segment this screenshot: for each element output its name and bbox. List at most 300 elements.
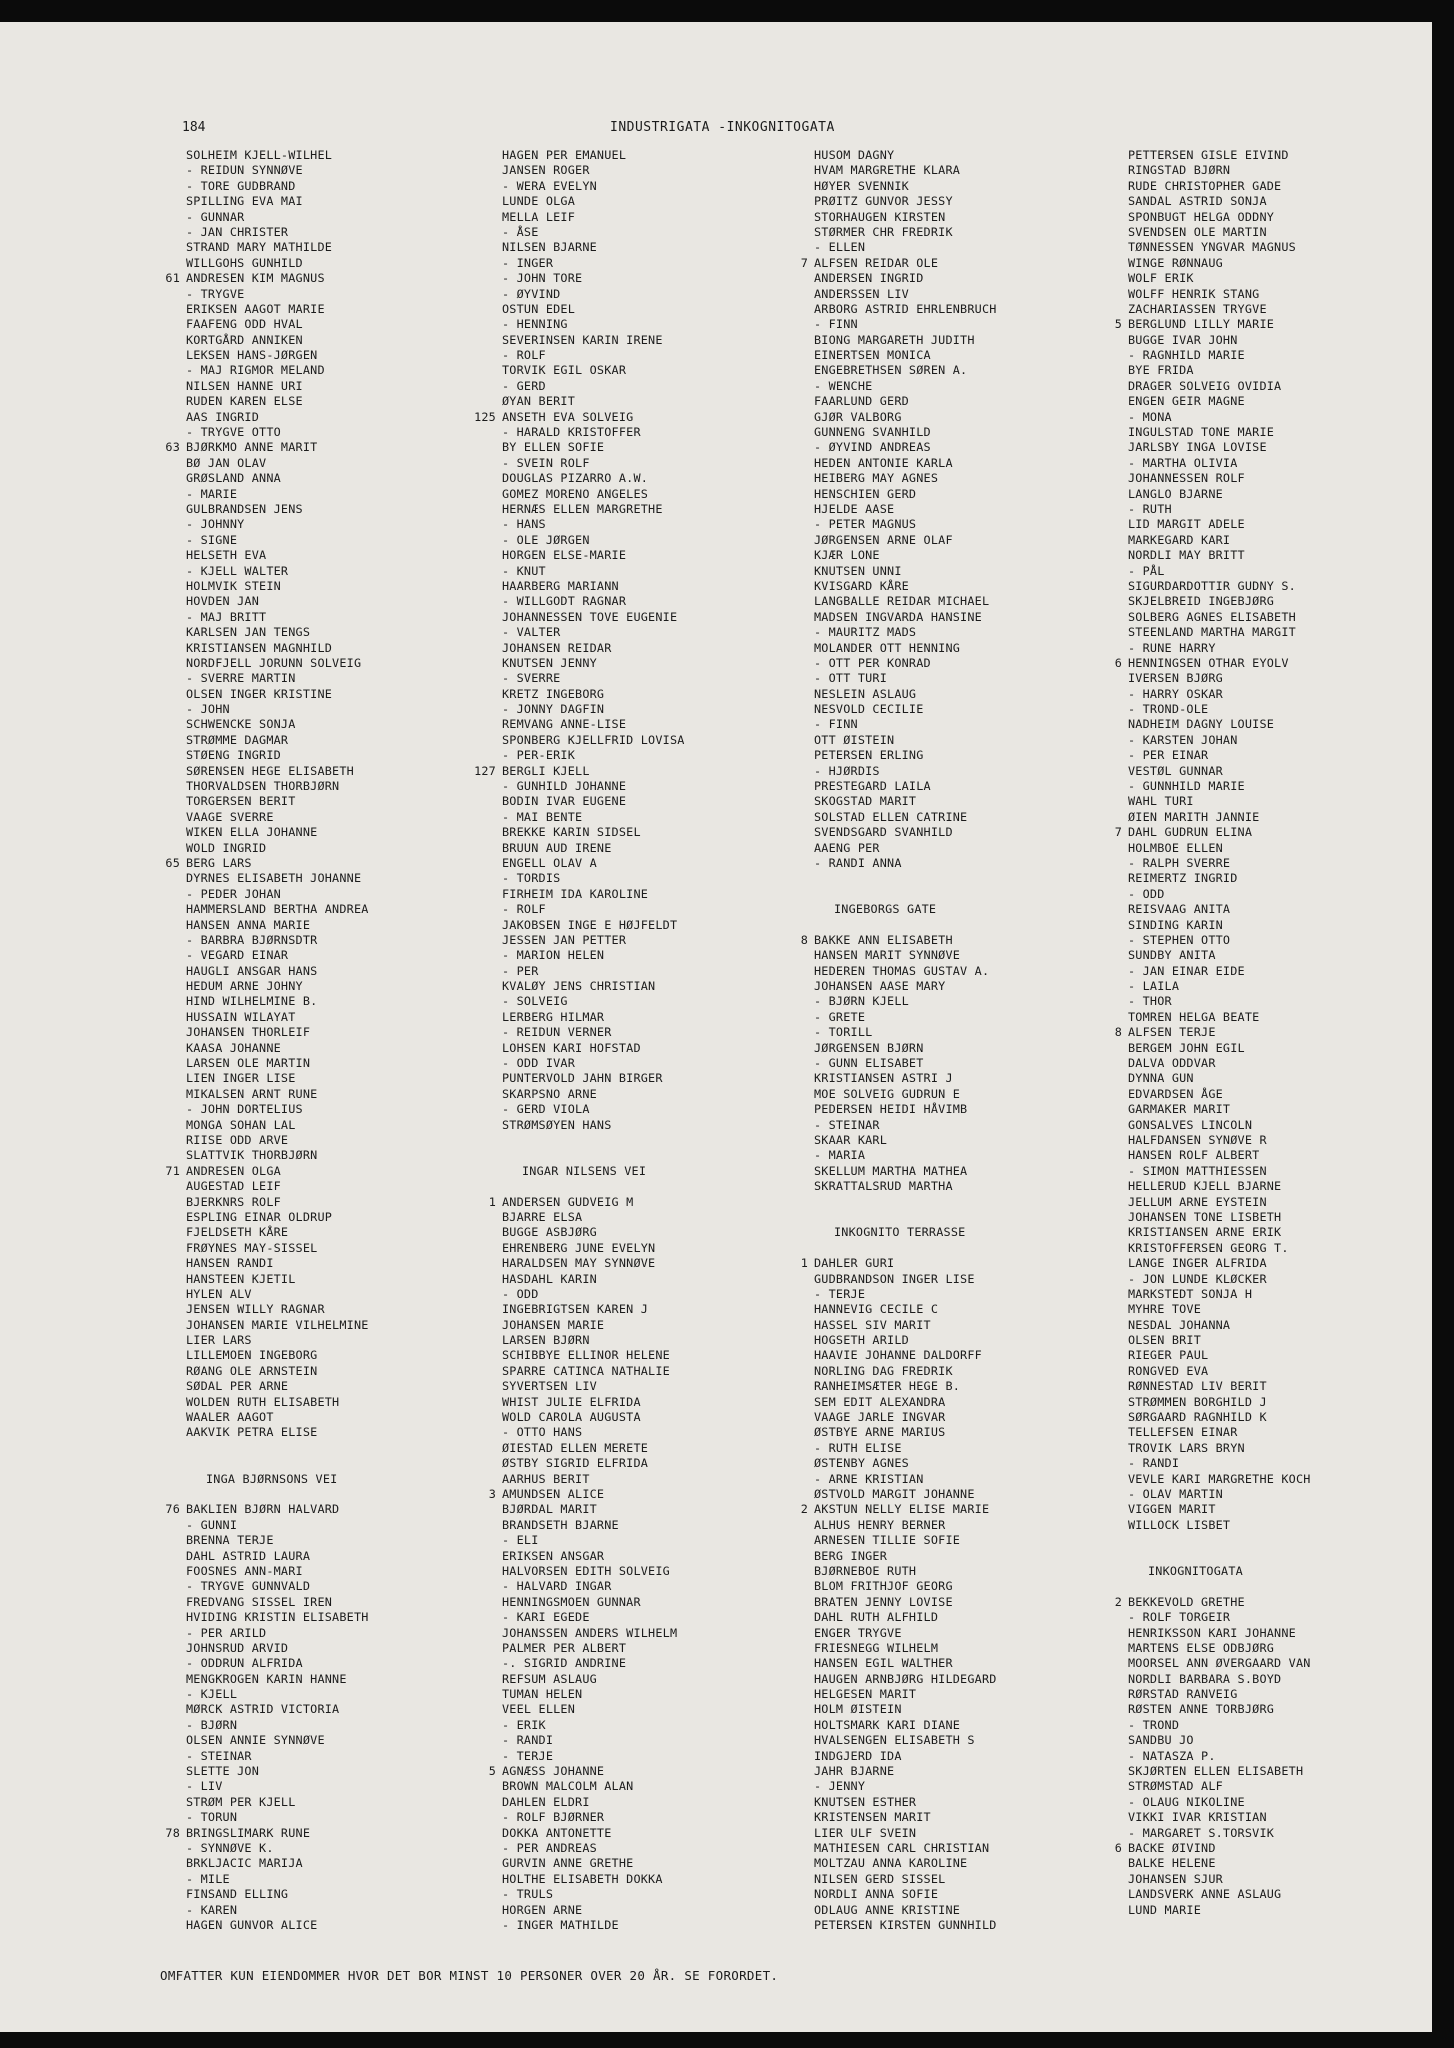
- resident-name: HAARBERG MARIANN: [502, 578, 619, 593]
- resident-name: MOLANDER OTT HENNING: [814, 640, 961, 655]
- resident-entry: [1128, 225, 1454, 240]
- resident-entry: [502, 733, 832, 748]
- resident-entry: [502, 487, 832, 502]
- resident-name: JOHANSEN TONE LISBETH: [1128, 1209, 1282, 1224]
- resident-name: MENGKROGEN KARIN HANNE: [186, 1671, 347, 1686]
- resident-name: - BJØRN KJELL: [814, 994, 909, 1009]
- spacer: [186, 1456, 516, 1471]
- resident-entry: [186, 410, 516, 425]
- resident-name: ERIKSEN AAGOT MARIE: [186, 301, 325, 316]
- resident-entry: [1128, 1179, 1454, 1194]
- resident-entry: [186, 1672, 516, 1687]
- resident-name: BEKKEVOLD GRETHE: [1128, 1594, 1245, 1609]
- resident-entry: [1128, 1487, 1454, 1502]
- resident-entry: [186, 1795, 516, 1810]
- resident-name: ØSTBYE ARNE MARIUS: [814, 1425, 946, 1440]
- resident-entry: [814, 517, 1144, 532]
- resident-entry: [800, 1256, 1144, 1271]
- resident-name: RINGSTAD BJØRN: [1128, 163, 1231, 178]
- resident-name: - TORDIS: [502, 871, 561, 886]
- resident-name: WOLFF HENRIK STANG: [1128, 286, 1260, 301]
- resident-entry: [814, 1641, 1144, 1656]
- resident-name: - TRYGVE: [186, 286, 245, 301]
- resident-entry: [1128, 1872, 1454, 1887]
- resident-name: - GUNN ELISABET: [814, 1056, 924, 1071]
- resident-entry: [1128, 702, 1454, 717]
- house-number: 8: [1114, 1025, 1122, 1040]
- resident-name: JOHANSEN MARIE VILHELMINE: [186, 1317, 369, 1332]
- resident-entry: [1128, 425, 1454, 440]
- resident-entry: [502, 348, 832, 363]
- resident-name: MIKALSEN ARNT RUNE: [186, 1086, 318, 1101]
- resident-name: MOE SOLVEIG GUDRUN E: [814, 1086, 961, 1101]
- resident-entry: [502, 179, 832, 194]
- resident-name: - OTT PER KONRAD: [814, 655, 931, 670]
- resident-name: - TORILL: [814, 1025, 873, 1040]
- resident-entry: [1128, 1795, 1454, 1810]
- resident-name: HUSSAIN WILAYAT: [186, 1009, 296, 1024]
- resident-entry: [1128, 333, 1454, 348]
- resident-name: - MAJ BRITT: [186, 609, 267, 624]
- house-number: 2: [800, 1502, 808, 1517]
- resident-entry: [502, 1441, 832, 1456]
- resident-name: SANDBU JO: [1128, 1733, 1194, 1748]
- resident-name: HIND WILHELMINE B.: [186, 994, 318, 1009]
- resident-entry: [814, 794, 1144, 809]
- resident-entry: [186, 1010, 516, 1025]
- resident-entry: [502, 1010, 832, 1025]
- resident-name: PETERSEN KIRSTEN GUNNHILD: [814, 1917, 997, 1932]
- resident-entry: [502, 1348, 832, 1363]
- resident-entry: [502, 979, 832, 994]
- resident-name: HERNÆS ELLEN MARGRETHE: [502, 501, 663, 516]
- resident-name: - KJELL WALTER: [186, 563, 289, 578]
- resident-entry: [800, 932, 1144, 948]
- spacer: [186, 1487, 516, 1502]
- page-footer: OMFATTER KUN EIENDOMMER HVOR DET BOR MINST 10 PERSONER OVER 20 ÅR. SE FORORDET.: [160, 1968, 779, 1983]
- resident-entry: [1128, 240, 1454, 255]
- resident-entry: [1128, 1118, 1454, 1133]
- resident-name: TORVIK EGIL OSKAR: [502, 363, 627, 378]
- resident-entry: [1114, 1840, 1454, 1856]
- resident-name: SKOGSTAD MARIT: [814, 794, 917, 809]
- resident-name: KVISGARD KÅRE: [814, 578, 909, 593]
- resident-entry: [1128, 1287, 1454, 1302]
- resident-entry: [502, 1826, 832, 1841]
- resident-name: BODIN IVAR EUGENE: [502, 794, 627, 809]
- resident-name: SINDING KARIN: [1128, 917, 1223, 932]
- resident-entry: [1128, 1225, 1454, 1240]
- resident-name: FREDVANG SISSEL IREN: [186, 1594, 333, 1609]
- resident-name: - MAJ RIGMOR MELAND: [186, 363, 325, 378]
- resident-entry: [502, 1225, 832, 1240]
- resident-entry: [814, 1287, 1144, 1302]
- resident-entry: [1128, 1333, 1454, 1348]
- resident-name: LARSEN OLE MARTIN: [186, 1056, 311, 1071]
- resident-entry: [186, 487, 516, 502]
- resident-name: HAGEN PER EMANUEL: [502, 148, 627, 162]
- resident-entry: [186, 871, 516, 886]
- resident-name: - JENNY: [814, 1779, 866, 1794]
- resident-name: INGEBRIGTSEN KAREN J: [502, 1302, 649, 1317]
- resident-name: - OTTO HANS: [502, 1425, 583, 1440]
- resident-entry: [1128, 671, 1454, 686]
- resident-name: - RUTH ELISE: [814, 1440, 902, 1455]
- resident-entry: [1128, 379, 1454, 394]
- resident-entry: [186, 610, 516, 625]
- resident-entry: [1128, 1456, 1454, 1471]
- resident-name: - JAN EINAR EIDE: [1128, 963, 1245, 978]
- resident-entry: [186, 948, 516, 963]
- resident-name: - TROND: [1128, 1717, 1180, 1732]
- resident-name: HENNINGSMOEN GUNNAR: [502, 1594, 641, 1609]
- resident-entry: [502, 1118, 832, 1133]
- resident-name: HOLTHE ELISABETH DOKKA: [502, 1871, 663, 1886]
- resident-entry: [186, 594, 516, 609]
- resident-name: - TORE GUDBRAND: [186, 178, 296, 193]
- resident-name: GURVIN ANNE GRETHE: [502, 1856, 634, 1871]
- resident-name: TOMREN HELGA BEATE: [1128, 1009, 1260, 1024]
- resident-entry: [186, 1056, 516, 1071]
- resident-name: - OLAUG NIKOLINE: [1128, 1794, 1245, 1809]
- resident-entry: [186, 348, 516, 363]
- resident-name: LANGBALLE REIDAR MICHAEL: [814, 594, 990, 609]
- resident-name: DOKKA ANTONETTE: [502, 1825, 612, 1840]
- resident-entry: [502, 1302, 832, 1317]
- resident-name: HASSEL SIV MARIT: [814, 1317, 931, 1332]
- resident-name: MARKEGARD KARI: [1128, 532, 1231, 547]
- resident-entry: [186, 579, 516, 594]
- resident-entry: [186, 1256, 516, 1271]
- resident-entry: [1128, 1241, 1454, 1256]
- resident-name: ARBORG ASTRID EHRLENBRUCH: [814, 301, 997, 316]
- resident-name: HAAVIE JOHANNE DALDORFF: [814, 1348, 982, 1363]
- resident-name: HUSOM DAGNY: [814, 148, 895, 162]
- resident-entry: [814, 179, 1144, 194]
- resident-entry: [814, 1579, 1144, 1594]
- resident-name: - WENCHE: [814, 378, 873, 393]
- house-number: 7: [800, 255, 808, 270]
- resident-entry: [814, 394, 1144, 409]
- resident-entry: [502, 625, 832, 640]
- house-number: 3: [488, 1486, 496, 1501]
- resident-entry: [814, 1102, 1144, 1117]
- resident-name: - KAREN: [186, 1902, 238, 1917]
- house-number: 6: [1114, 655, 1122, 670]
- resident-entry: [186, 794, 516, 809]
- resident-entry: [814, 594, 1144, 609]
- resident-entry: [502, 1025, 832, 1040]
- resident-entry: [165, 1825, 516, 1841]
- resident-entry: [186, 302, 516, 317]
- resident-entry: [814, 1087, 1144, 1102]
- resident-name: - OLAV MARTIN: [1128, 1486, 1223, 1501]
- page-header: INDUSTRIGATA -INKOGNITOGATA: [610, 120, 835, 135]
- resident-entry: [186, 1749, 516, 1764]
- resident-name: - KARI EGEDE: [502, 1610, 590, 1625]
- resident-entry: [814, 717, 1144, 732]
- resident-entry: [502, 1318, 832, 1333]
- resident-entry: [186, 1379, 516, 1394]
- resident-entry: [814, 687, 1144, 702]
- resident-name: - HALVARD INGAR: [502, 1579, 612, 1594]
- resident-entry: [186, 641, 516, 656]
- resident-entry: [165, 440, 516, 455]
- resident-entry: [502, 1410, 832, 1425]
- resident-name: BIONG MARGARETH JUDITH: [814, 332, 975, 347]
- resident-name: NORDLI MAY BRITT: [1128, 548, 1245, 563]
- spacer: [814, 871, 1144, 886]
- resident-entry: [502, 1102, 832, 1117]
- resident-entry: [1128, 794, 1454, 809]
- resident-name: TUMAN HELEN: [502, 1687, 583, 1702]
- resident-entry: [1128, 456, 1454, 471]
- resident-name: - ELLEN: [814, 240, 866, 255]
- resident-entry: [1128, 856, 1454, 871]
- resident-name: - PÅL: [1128, 563, 1165, 578]
- resident-entry: [1128, 1133, 1454, 1148]
- resident-entry: [474, 409, 832, 425]
- resident-entry: [1128, 440, 1454, 455]
- resident-entry: [502, 717, 832, 732]
- resident-entry: [814, 348, 1144, 363]
- resident-entry: [1128, 1148, 1454, 1163]
- resident-entry: [186, 363, 516, 378]
- resident-name: SKAAR KARL: [814, 1133, 888, 1147]
- house-number: 125: [474, 409, 496, 424]
- resident-name: NORDLI ANNA SOFIE: [814, 1887, 939, 1902]
- resident-name: HAUGLI ANSGAR HANS: [186, 963, 318, 978]
- resident-entry: [814, 379, 1144, 394]
- resident-entry: [1128, 148, 1454, 163]
- resident-entry: [502, 1749, 832, 1764]
- resident-name: HOLM ØISTEIN: [814, 1702, 902, 1717]
- resident-entry: [502, 1425, 832, 1440]
- resident-name: SOLHEIM KJELL-WILHEL: [186, 148, 333, 162]
- resident-entry: [814, 964, 1144, 979]
- resident-entry: [814, 1872, 1144, 1887]
- resident-name: GOMEZ MORENO ANGELES: [502, 486, 649, 501]
- resident-entry: [502, 964, 832, 979]
- resident-entry: [814, 1071, 1144, 1086]
- resident-name: JOHANSEN REIDAR: [502, 640, 612, 655]
- resident-name: SVENDSEN OLE MARTIN: [1128, 224, 1267, 239]
- resident-entry: [1128, 533, 1454, 548]
- resident-name: OLSEN BRIT: [1128, 1333, 1202, 1348]
- resident-entry: [1128, 256, 1454, 271]
- resident-entry: [186, 394, 516, 409]
- resident-name: LARSEN BJØRN: [502, 1333, 590, 1348]
- resident-entry: [814, 1764, 1144, 1779]
- resident-entry: [814, 671, 1144, 686]
- resident-entry: [502, 779, 832, 794]
- resident-entry: [814, 1010, 1144, 1025]
- resident-entry: [814, 1826, 1144, 1841]
- resident-entry: [502, 317, 832, 332]
- resident-entry: [1128, 1395, 1454, 1410]
- resident-name: SØDAL PER ARNE: [186, 1379, 289, 1394]
- resident-name: KORTGÅRD ANNIKEN: [186, 332, 303, 347]
- resident-entry: [488, 1194, 832, 1210]
- street-heading: INKOGNITO TERRASSE: [834, 1225, 966, 1240]
- resident-name: JOHANSEN THORLEIF: [186, 1025, 311, 1040]
- resident-name: HAMMERSLAND BERTHA ANDREA: [186, 902, 369, 917]
- resident-name: VESTØL GUNNAR: [1128, 763, 1223, 778]
- resident-entry: [1128, 1718, 1454, 1733]
- resident-name: JØRGENSEN BJØRN: [814, 1040, 924, 1055]
- resident-entry: [814, 1118, 1144, 1133]
- resident-name: HELLERUD KJELL BJARNE: [1128, 1179, 1282, 1194]
- resident-name: - PER EINAR: [1128, 748, 1209, 763]
- resident-entry: [186, 918, 516, 933]
- resident-name: STRØM PER KJELL: [186, 1794, 296, 1809]
- resident-entry: [814, 994, 1144, 1009]
- resident-name: TORGERSEN BERIT: [186, 794, 296, 809]
- resident-entry: [502, 918, 832, 933]
- resident-name: - PEDER JOHAN: [186, 886, 281, 901]
- resident-entry: [502, 425, 832, 440]
- resident-entry: [502, 502, 832, 517]
- resident-name: WAHL TURI: [1128, 794, 1194, 809]
- resident-entry: [502, 1779, 832, 1794]
- resident-entry: [186, 456, 516, 471]
- resident-name: LOHSEN KARI HOFSTAD: [502, 1040, 641, 1055]
- resident-name: KRISTIANSEN MAGNHILD: [186, 640, 333, 655]
- house-number: 78: [165, 1825, 180, 1840]
- resident-entry: [1128, 841, 1454, 856]
- resident-name: RØSTEN ANNE TORBJØRG: [1128, 1702, 1275, 1717]
- resident-entry: [186, 933, 516, 948]
- resident-name: LUND MARIE: [1128, 1902, 1202, 1917]
- resident-entry: [814, 979, 1144, 994]
- resident-name: FAAFENG ODD HVAL: [186, 317, 303, 332]
- resident-name: TØNNESSEN YNGVAR MAGNUS: [1128, 240, 1296, 255]
- resident-entry: [814, 1903, 1144, 1918]
- resident-entry: [186, 1903, 516, 1918]
- resident-entry: [814, 810, 1144, 825]
- resident-name: HELSETH EVA: [186, 548, 267, 563]
- resident-name: JARLSBY INGA LOVISE: [1128, 440, 1267, 455]
- resident-entry: [186, 717, 516, 732]
- resident-name: - FINN: [814, 317, 858, 332]
- resident-name: - STEPHEN OTTO: [1128, 932, 1231, 947]
- resident-name: - WILLGODT RAGNAR: [502, 594, 627, 609]
- resident-name: BRANDSETH BJARNE: [502, 1517, 619, 1532]
- resident-entry: [186, 1687, 516, 1702]
- resident-entry: [186, 1195, 516, 1210]
- resident-name: BJØRDAL MARIT: [502, 1502, 597, 1517]
- resident-entry: [1128, 687, 1454, 702]
- resident-entry: [186, 1626, 516, 1641]
- resident-name: PRESTEGARD LAILA: [814, 779, 931, 794]
- street-heading: INKOGNITOGATA: [1148, 1563, 1243, 1578]
- resident-name: - SIMON MATTHIESSEN: [1128, 1163, 1267, 1178]
- directory-page: [0, 22, 1432, 2032]
- house-number: 71: [165, 1163, 180, 1178]
- resident-name: EINERTSEN MONICA: [814, 348, 931, 363]
- resident-entry: [186, 687, 516, 702]
- spacer: [502, 1179, 832, 1194]
- resident-name: ØSTBY SIGRID ELFRIDA: [502, 1456, 649, 1471]
- resident-name: AKSTUN NELLY ELISE MARIE: [814, 1502, 990, 1517]
- resident-name: - GUNNAR: [186, 209, 245, 224]
- resident-name: BLOM FRITHJOF GEORG: [814, 1579, 953, 1594]
- resident-name: WOLF ERIK: [1128, 271, 1194, 286]
- resident-entry: [1128, 887, 1454, 902]
- resident-entry: [502, 594, 832, 609]
- resident-entry: [186, 1087, 516, 1102]
- resident-entry: [1128, 1210, 1454, 1225]
- resident-entry: [186, 779, 516, 794]
- resident-name: HORGEN ARNE: [502, 1902, 583, 1917]
- resident-name: STRØMMEN BORGHILD J: [1128, 1394, 1267, 1409]
- resident-entry: [814, 548, 1144, 563]
- resident-name: - TRULS: [502, 1887, 554, 1902]
- resident-entry: [186, 1272, 516, 1287]
- resident-entry: [502, 1733, 832, 1748]
- resident-entry: [502, 871, 832, 886]
- resident-name: ALFSEN REIDAR OLE: [814, 255, 939, 270]
- resident-entry: [186, 148, 516, 163]
- resident-entry: [1128, 1702, 1454, 1717]
- resident-name: NADHEIM DAGNY LOUISE: [1128, 717, 1275, 732]
- resident-name: BY ELLEN SOFIE: [502, 440, 605, 455]
- resident-name: AUGESTAD LEIF: [186, 1179, 281, 1194]
- resident-name: RANHEIMSÆTER HEGE B.: [814, 1379, 961, 1394]
- resident-entry: [502, 1810, 832, 1825]
- resident-name: LID MARGIT ADELE: [1128, 517, 1245, 532]
- resident-entry: [814, 302, 1144, 317]
- resident-entry: [186, 194, 516, 209]
- resident-name: - REIDUN SYNNØVE: [186, 163, 303, 178]
- resident-name: JESSEN JAN PETTER: [502, 932, 627, 947]
- resident-name: SYVERTSEN LIV: [502, 1379, 597, 1394]
- resident-name: GULBRANDSEN JENS: [186, 501, 303, 516]
- resident-entry: [186, 1810, 516, 1825]
- house-number: 65: [165, 855, 180, 870]
- resident-entry: [1128, 1687, 1454, 1702]
- resident-entry: [814, 410, 1144, 425]
- resident-name: BAKKE ANN ELISABETH: [814, 932, 953, 947]
- resident-name: FIRHEIM IDA KAROLINE: [502, 886, 649, 901]
- resident-name: - JAN CHRISTER: [186, 224, 289, 239]
- resident-entry: [502, 1272, 832, 1287]
- resident-name: - HARALD KRISTOFFER: [502, 425, 641, 440]
- resident-entry: [186, 1533, 516, 1548]
- resident-name: JELLUM ARNE EYSTEIN: [1128, 1194, 1267, 1209]
- resident-name: KRISTENSEN MARIT: [814, 1810, 931, 1825]
- resident-name: - RUTH: [1128, 501, 1172, 516]
- resident-name: JANSEN ROGER: [502, 163, 590, 178]
- house-number: 1: [800, 1256, 808, 1271]
- resident-entry: [502, 240, 832, 255]
- resident-entry: [502, 1518, 832, 1533]
- resident-name: BREKKE KARIN SIDSEL: [502, 825, 641, 840]
- resident-entry: [814, 287, 1144, 302]
- resident-entry: [1128, 764, 1454, 779]
- resident-name: - TERJE: [814, 1286, 866, 1301]
- resident-name: THORVALDSEN THORBJØRN: [186, 779, 340, 794]
- resident-entry: [502, 671, 832, 686]
- resident-name: KJÆR LONE: [814, 548, 880, 563]
- resident-entry: [502, 225, 832, 240]
- resident-entry: [814, 1041, 1144, 1056]
- resident-entry: [1128, 748, 1454, 763]
- resident-name: GJØR VALBORG: [814, 409, 902, 424]
- house-number: 1: [488, 1194, 496, 1209]
- resident-name: FRIESNEGG WILHELM: [814, 1640, 939, 1655]
- resident-entry: [186, 1872, 516, 1887]
